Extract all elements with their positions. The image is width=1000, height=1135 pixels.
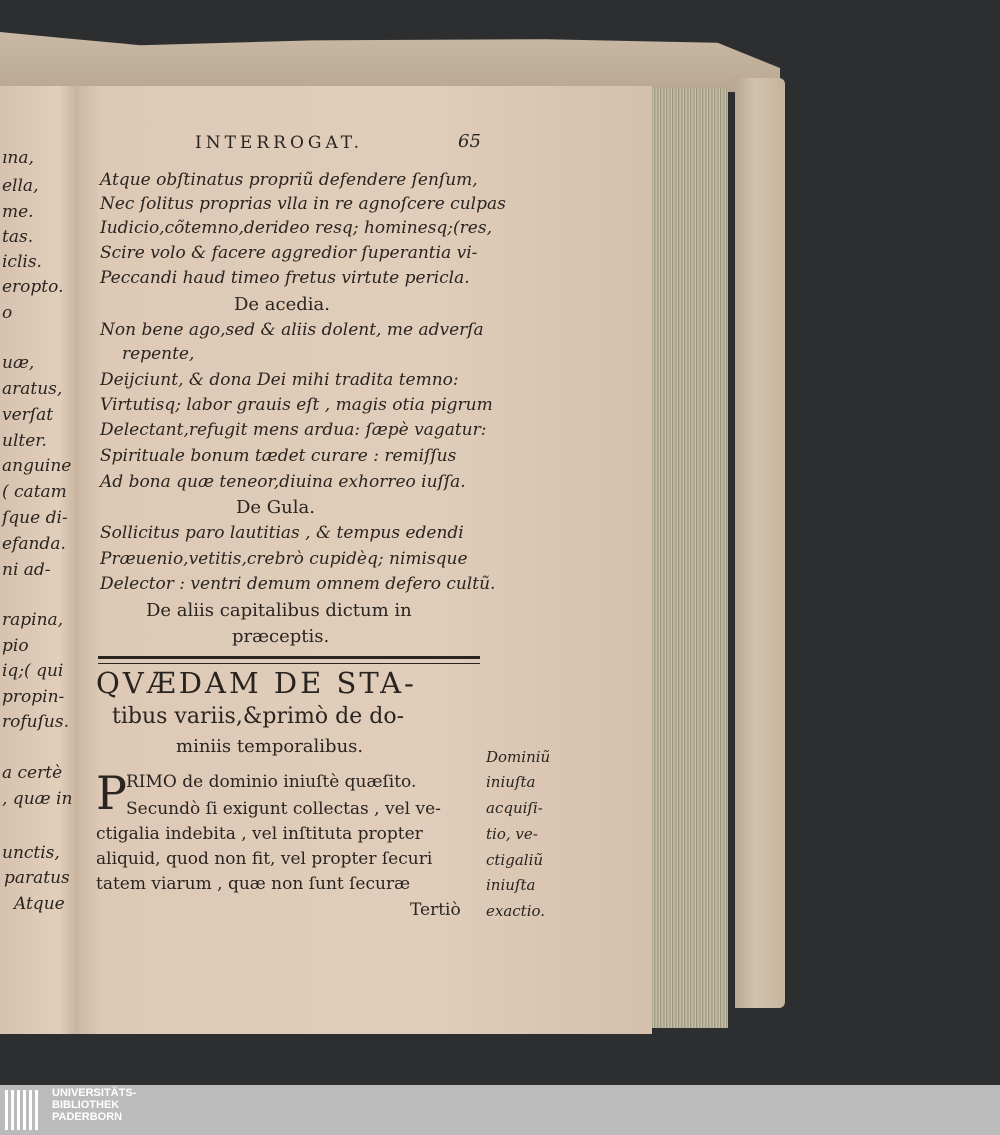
left-fragment: iclis. — [2, 252, 42, 272]
book-back-cover — [735, 78, 785, 1008]
margin-note: Dominiũ — [486, 748, 551, 766]
left-fragment: uæ, — [2, 353, 35, 373]
library-name — [52, 1087, 136, 1123]
section-title-line: tibus variis,&primò de do- — [112, 704, 405, 729]
verse-line: Iudicio,cõtemno,derideo resq; hominesq;(res, — [100, 218, 492, 238]
page-number: 65 — [458, 131, 481, 152]
body-line: RIMO de dominio iniuſtè quæſito. — [126, 772, 417, 792]
left-fragment: aratus, — [2, 379, 63, 399]
page-block-edges — [648, 88, 728, 1028]
left-fragment: unctis, — [2, 843, 60, 863]
left-fragment: propin- — [2, 687, 65, 707]
margin-note: acquiſi- — [486, 799, 543, 817]
left-fragment: Atque — [14, 894, 65, 914]
left-fragment: ella, — [2, 176, 39, 196]
gula-line: Delector : ventri demum omnem defero cultũ. — [100, 574, 496, 594]
left-fragment: pio — [2, 636, 29, 656]
running-header: INTERROGAT. — [195, 133, 364, 153]
left-fragment: rofuſus. — [2, 712, 69, 732]
left-fragment: eropto. — [2, 277, 64, 297]
left-fragment: anguine — [2, 456, 72, 476]
gula-line: Præuenio,vetitis,crebrò cupidèq; nimisque — [100, 549, 468, 569]
margin-note: exactio. — [486, 902, 546, 920]
left-fragment: ulter. — [2, 431, 47, 451]
left-fragment: verſat — [2, 405, 54, 425]
left-fragment: a certè — [2, 763, 63, 783]
verse-line: Atque obſtinatus propriũ defendere ſenſum, — [100, 170, 478, 190]
body-line: aliquid, quod non fit, vel propter ſecuri — [96, 849, 433, 869]
left-fragment: paratus — [4, 868, 70, 888]
section-title-line: miniis temporalibus. — [176, 736, 364, 757]
left-fragment: ına, — [2, 148, 34, 168]
catchword: Tertiò — [410, 900, 461, 920]
body-line: tatem viarum , quæ non ſunt ſecuræ — [96, 874, 411, 894]
left-fragment: me. — [2, 202, 34, 222]
margin-note: ctigaliũ — [486, 851, 544, 869]
verse-line: Scire volo & facere aggredior ſuperantia vi- — [100, 243, 478, 263]
left-fragment: ſque di- — [2, 508, 68, 528]
acedia-line: Ad bona quæ teneor,diuina exhorreo iuſſa. — [100, 472, 466, 492]
section-title: QVÆDAM DE STA- — [96, 666, 417, 700]
heading-gula: De Gula. — [236, 497, 315, 518]
library-footer-bar — [0, 1085, 1000, 1135]
margin-note: iniuſta — [486, 876, 536, 894]
left-fragment: o — [2, 303, 13, 323]
acedia-line: Non bene ago,sed & aliis dolent, me adverſa — [100, 320, 484, 340]
library-logo-icon — [4, 1088, 44, 1132]
acedia-line: Delectant,refugit mens ardua: ſæpè vagatur: — [100, 420, 487, 440]
library-name-line: UNIVERSITÄTS- — [52, 1087, 137, 1099]
body-line: Secundò ſi exigunt collectas , vel ve- — [126, 799, 441, 819]
drop-cap: P — [96, 766, 127, 820]
left-fragment: ni ad- — [2, 560, 51, 580]
section-divider — [98, 656, 480, 664]
left-fragment: rapina, — [2, 610, 64, 630]
gula-line: Sollicitus paro lautitias , & tempus edendi — [100, 523, 464, 543]
left-fragment: ( catam — [2, 482, 67, 502]
closing-line: præceptis. — [232, 626, 330, 647]
closing-line: De aliis capitalibus dictum in — [146, 600, 412, 621]
body-line: ctigalia indebita , vel inſtituta propter — [96, 824, 423, 844]
acedia-line: Deijciunt, & dona Dei mihi tradita temno: — [100, 370, 459, 390]
margin-note: tio, ve- — [486, 825, 538, 843]
left-fragment: efanda. — [2, 534, 66, 554]
verse-line: Nec ſolitus proprias vlla in re agnoſcere culpas — [100, 194, 506, 214]
verse-line: Peccandi haud timeo fretus virtute pericla. — [100, 268, 470, 288]
left-fragment: tas. — [2, 227, 34, 247]
left-fragment: iq;( qui — [2, 661, 64, 681]
heading-acedia: De acedia. — [234, 294, 331, 315]
left-fragment: , quæ in — [2, 789, 73, 809]
acedia-line: repente, — [122, 344, 195, 364]
margin-note: iniuſta — [486, 773, 536, 791]
library-name-line: BIBLIOTHEK — [52, 1099, 120, 1111]
acedia-line: Virtutisq; labor grauis eſt , magis otia pigrum — [100, 395, 493, 415]
library-name-line: PADERBORN — [52, 1111, 123, 1123]
acedia-line: Spirituale bonum tædet curare : remiſſus — [100, 446, 457, 466]
